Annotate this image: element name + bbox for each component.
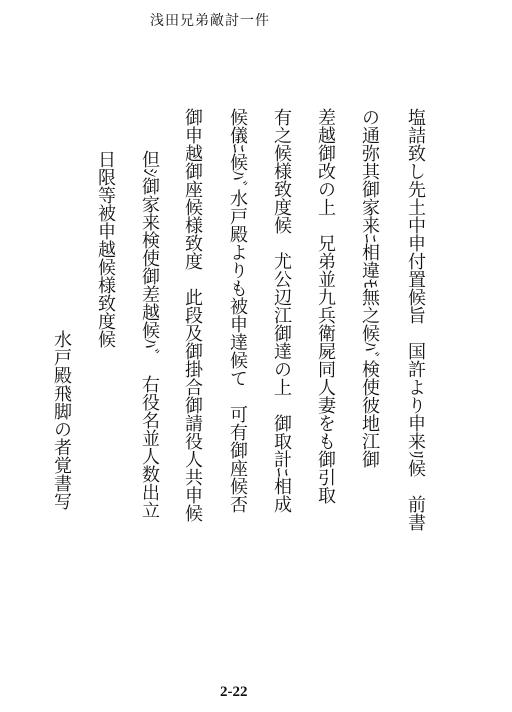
text-column-2: の通弥其御家来ﾆ相違ﾓ無之候ﾊﾞ検使彼地江御	[359, 108, 380, 468]
text-column-7: 但ｼ御家来検使御差越候ﾊﾞ 右役名並人数出立	[139, 150, 160, 519]
text-column-4: 有之候様致度候 尤公辺江御達の上 御取計ﾆ相成	[271, 108, 292, 513]
text-column-5: 候儀ﾆ候ﾊﾞ水戸殿よりも被申達候て 可有御座候否	[227, 108, 248, 513]
text-column-1: 塩詰致し先土中申付置候旨 国許より申来ﾘ候 前書	[405, 108, 426, 531]
signature-column: 水戸殿飛脚の者覚書写	[51, 330, 72, 510]
page-title: 浅田兄弟敵討一件	[150, 13, 270, 29]
text-column-3: 差越御改の上 兄弟並九兵衛屍同人妻をも御引取	[315, 108, 336, 504]
text-column-6: 御申越御座候様致度 此段及御掛合御請役人共申候	[182, 108, 203, 522]
text-column-8: 日限等被申越候様致度候	[95, 150, 116, 348]
page-number: 2-22	[220, 684, 248, 700]
